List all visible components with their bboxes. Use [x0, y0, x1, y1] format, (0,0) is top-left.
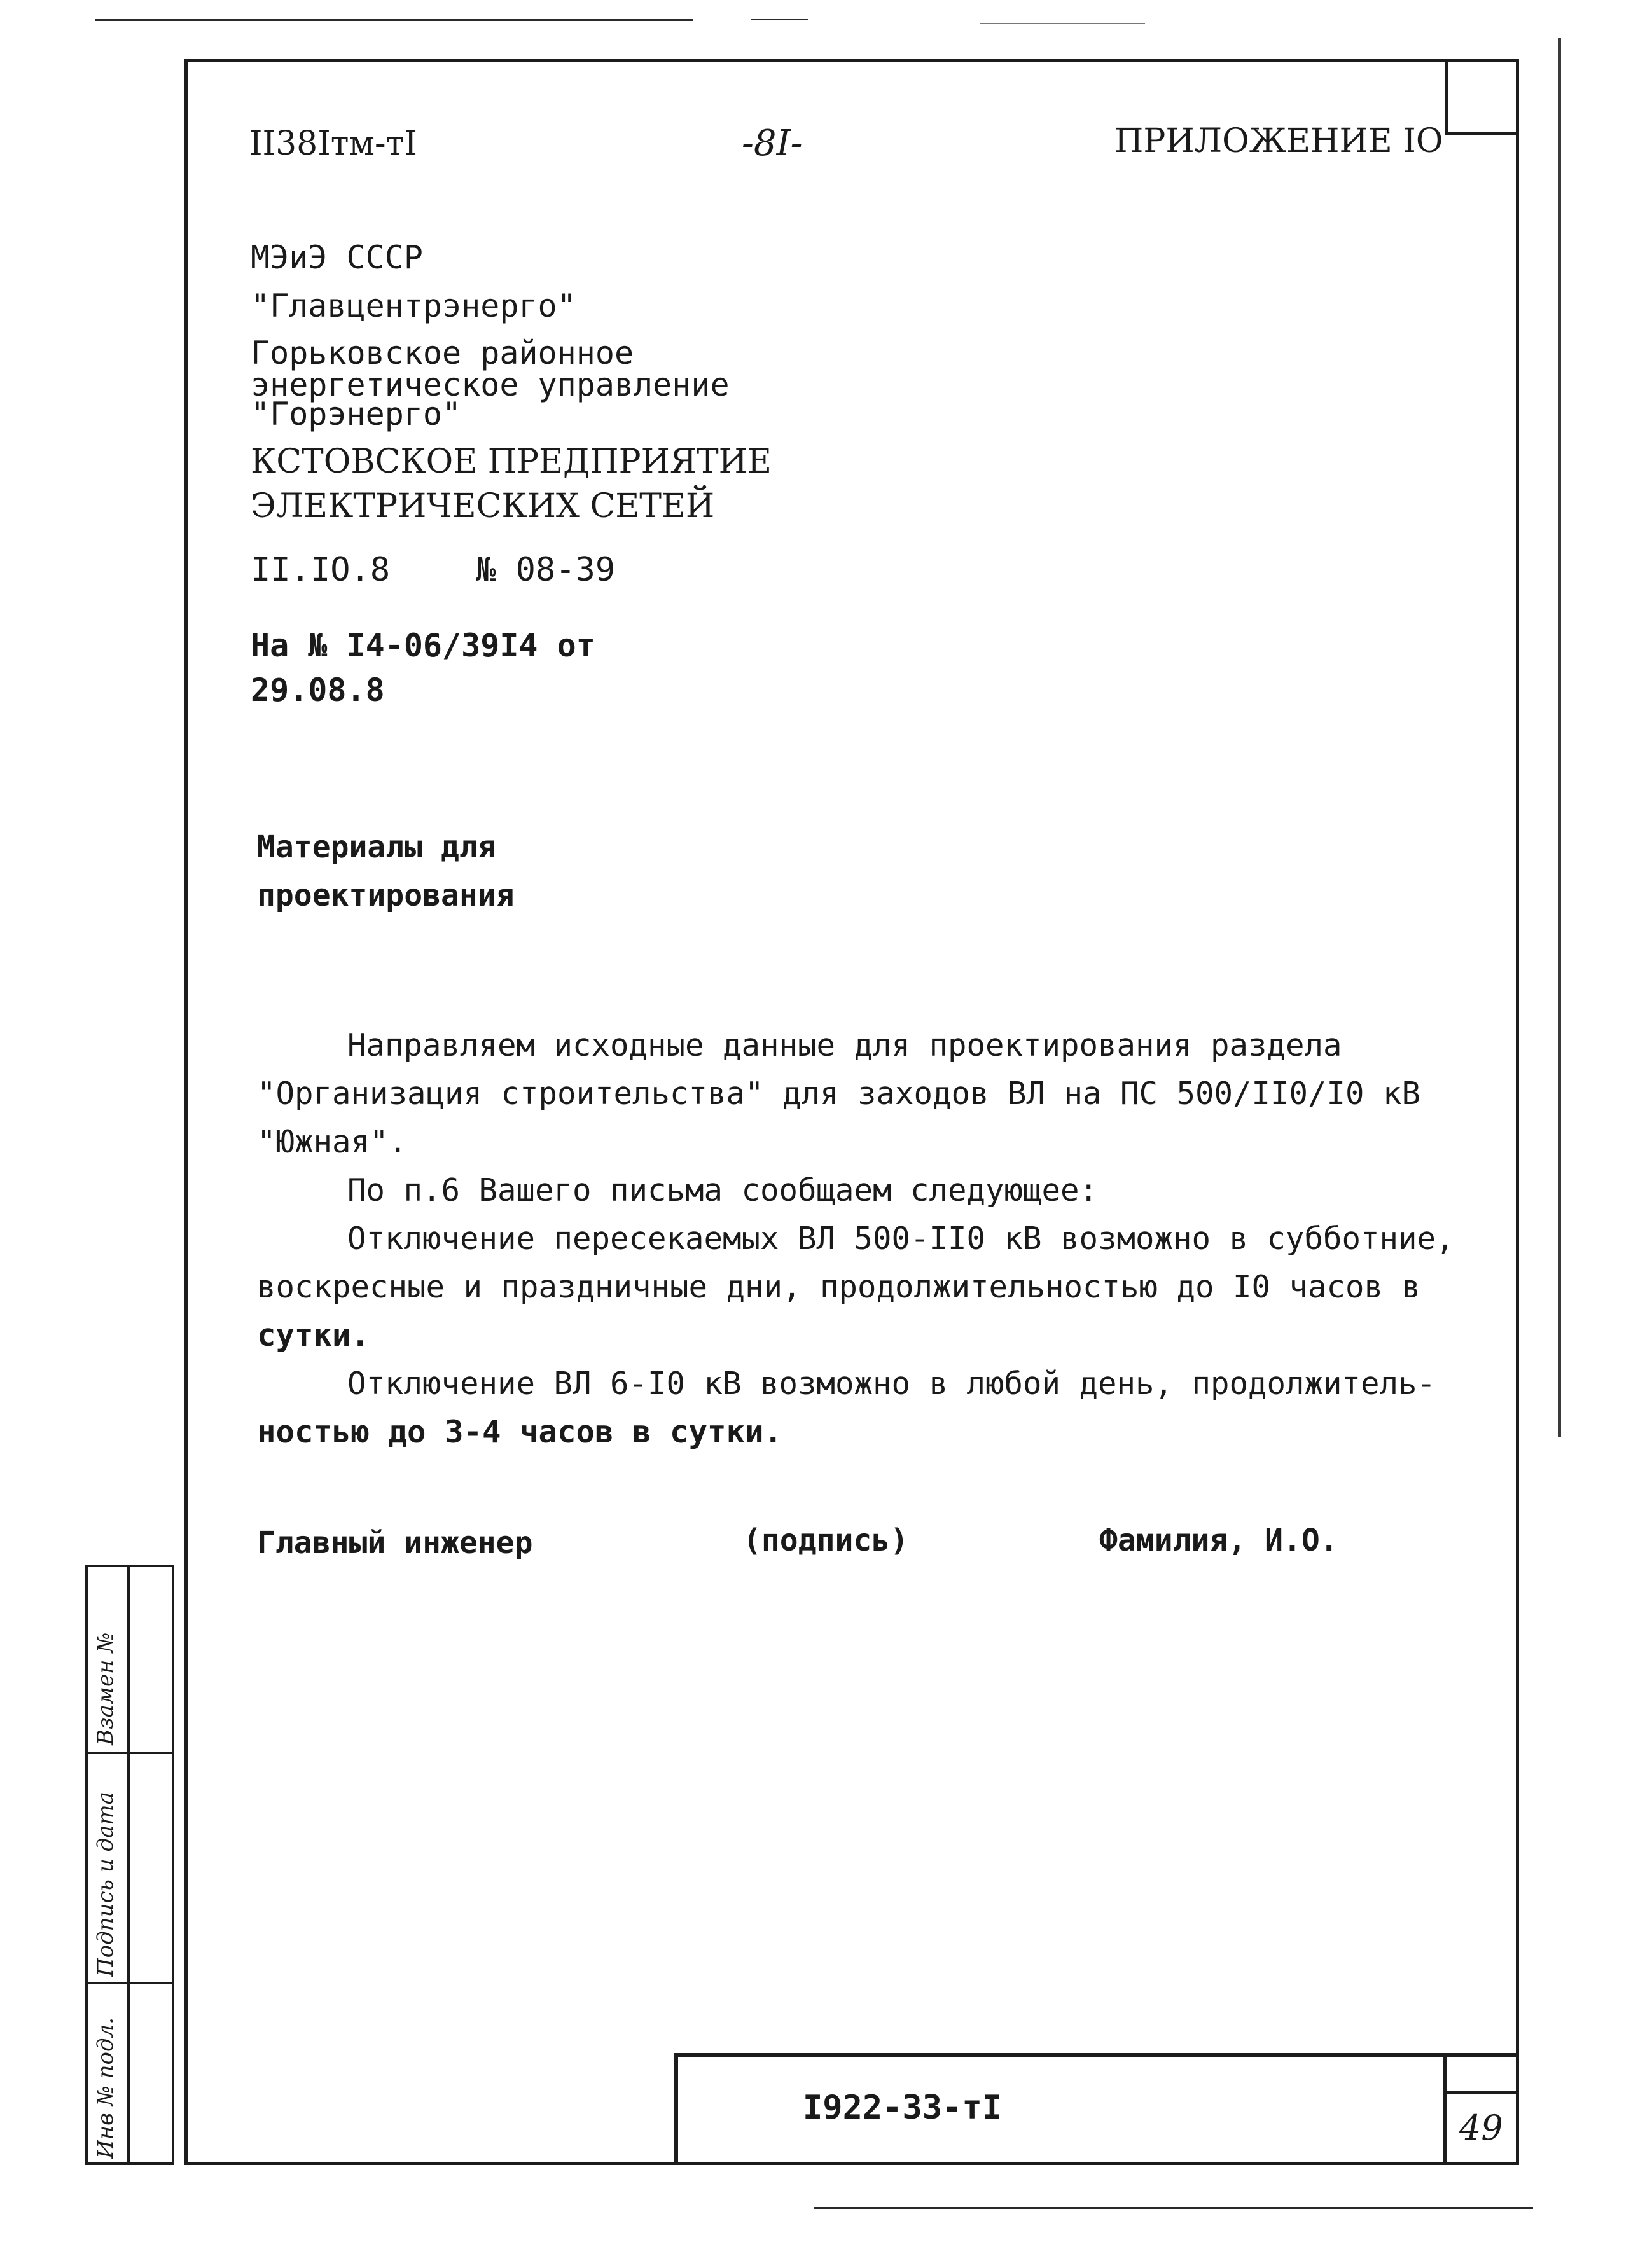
signature-placeholder: (подпись)	[743, 1523, 909, 1558]
letter-date: II.IO.8	[251, 551, 391, 589]
title-block	[674, 2053, 1519, 2165]
page-mark: -8I-	[742, 123, 803, 164]
reply-date: 29.08.8	[251, 672, 385, 709]
reply-to: На № I4-06/39I4 от	[251, 627, 595, 664]
body-p4-line2: ностью до 3-4 часов в сутки.	[257, 1414, 783, 1450]
scan-edge-bottom	[814, 2207, 1533, 2209]
sender-ministry: МЭиЭ СССР	[251, 239, 423, 276]
subject-line-1: Материалы для	[257, 829, 496, 865]
margin-strip	[85, 1565, 174, 2165]
subject-line-2: проектирования	[257, 878, 515, 913]
body-p3-line2: воскресные и праздничные дни, продолжительностью до I0 часов в	[257, 1269, 1421, 1305]
scan-edge-top-mid	[751, 19, 808, 20]
body-p2-line1: По п.6 Вашего письма сообщаем следующее:	[347, 1172, 1099, 1208]
scan-edge-top-right	[980, 23, 1145, 24]
sender-rgu-3: "Горэнерго"	[251, 396, 462, 432]
body-p3-line3: сутки.	[257, 1317, 370, 1353]
stamp-doc-number: I922-33-тI	[803, 2089, 1003, 2127]
body-p1-line1: Направляем исходные данные для проектирования раздела	[347, 1027, 1342, 1063]
margin-label-replaces: Взамен №	[93, 1632, 118, 1745]
margin-label-inv-no: Инв № подл.	[93, 2017, 118, 2159]
appendix-label: ПРИЛОЖЕНИЕ IO	[1114, 122, 1443, 160]
signatory-name: Фамилия, И.О.	[1099, 1523, 1338, 1558]
body-p4-line1: Отключение ВЛ 6-I0 кВ возможно в любой день, продолжитель-	[347, 1366, 1436, 1402]
margin-strip-row-2	[88, 1982, 172, 1984]
sheet-number: 49	[1459, 2108, 1503, 2148]
letter-number: № 08-39	[476, 551, 616, 589]
scan-edge-top-left	[95, 19, 693, 21]
sender-enterprise-2: ЭЛЕКТРИЧЕСКИХ СЕТЕЙ	[251, 487, 715, 525]
scan-edge-right	[1558, 38, 1561, 1437]
sender-rgu-2: энергетическое управление	[251, 366, 730, 403]
body-p1-line2: "Организация строительства" для заходов ВЛ на ПС 500/II0/I0 кВ	[257, 1075, 1421, 1112]
sender-rgu-1: Горьковское районное	[251, 335, 634, 371]
body-p3-line1: Отключение пересекаемых ВЛ 500-II0 кВ возможно в субботние,	[347, 1220, 1455, 1257]
sheet-number-cell	[1443, 2053, 1519, 2165]
doc-code: II38Iтм-тI	[249, 125, 417, 163]
corner-box	[1445, 59, 1519, 135]
sender-glavk: "Главцентрэнерго"	[251, 287, 576, 324]
sender-enterprise-1: КСТОВСКОЕ ПРЕДПРИЯТИЕ	[251, 443, 772, 481]
sheet-number-box	[1447, 2091, 1519, 2168]
body-p1-line3: "Южная".	[257, 1124, 408, 1160]
margin-strip-row-1	[88, 1752, 172, 1754]
signature-title: Главный инженер	[257, 1525, 533, 1561]
margin-label-sign-date: Подпись и дата	[93, 1792, 118, 1977]
